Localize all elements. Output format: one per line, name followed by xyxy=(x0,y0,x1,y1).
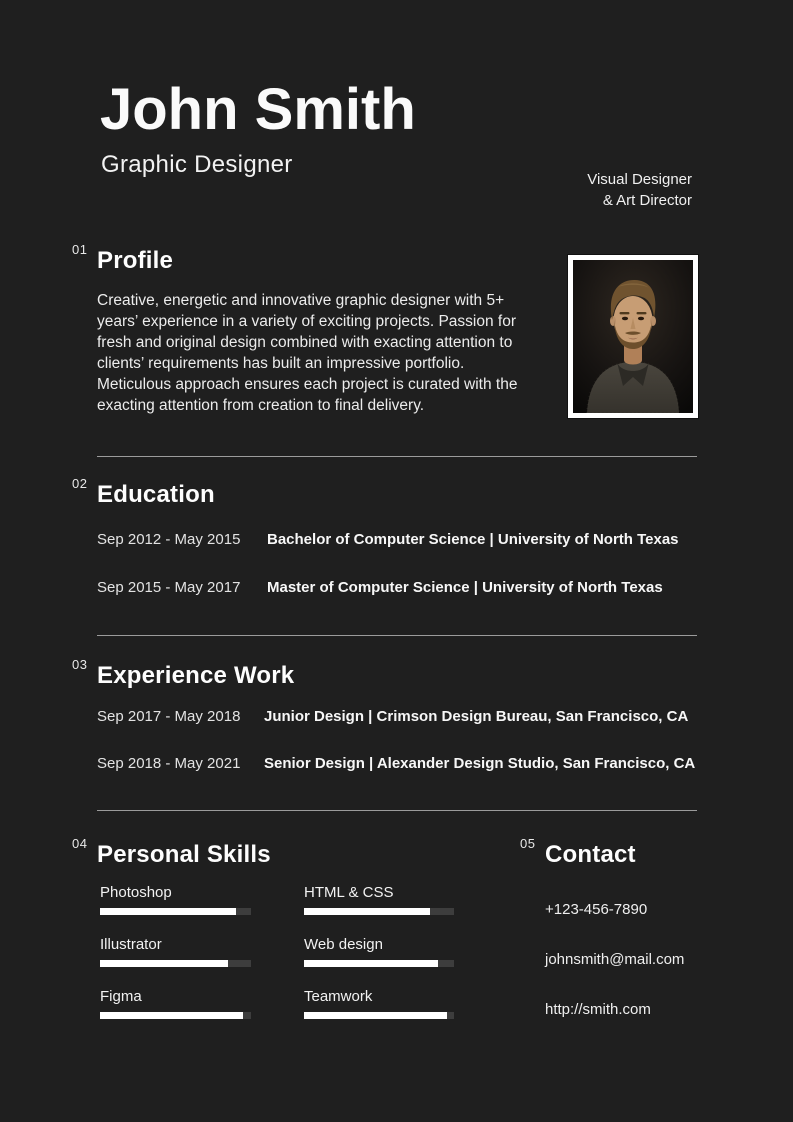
job-role-subtitle: Graphic Designer xyxy=(101,151,293,178)
profile-section-heading xyxy=(72,242,174,275)
section-number: 04 xyxy=(72,836,88,851)
skill-item xyxy=(304,936,454,967)
skill-label: Teamwork xyxy=(304,988,373,1005)
contact-section-heading xyxy=(520,836,636,869)
contact-email: johnsmith@mail.com xyxy=(545,951,685,968)
skill-item xyxy=(100,988,251,1019)
education-date: Sep 2015 - May 2017 xyxy=(97,579,241,596)
skill-label: Figma xyxy=(100,988,142,1005)
skill-item xyxy=(100,936,251,967)
tagline-line-2: & Art Director xyxy=(602,192,692,209)
skill-bar-fill xyxy=(100,1012,243,1019)
divider xyxy=(97,810,697,811)
skill-bar-track xyxy=(304,908,454,915)
skill-bar-fill xyxy=(304,960,438,967)
skill-bar-track xyxy=(100,960,251,967)
contact-list xyxy=(545,901,684,1051)
tagline xyxy=(587,169,692,211)
experience-section-heading xyxy=(72,657,295,690)
section-title: Experience Work xyxy=(97,662,295,689)
education-section-heading xyxy=(72,476,215,509)
skill-item xyxy=(304,884,454,915)
skill-bar-fill xyxy=(100,908,236,915)
skill-label: HTML & CSS xyxy=(304,884,394,901)
section-title: Contact xyxy=(545,841,636,868)
portrait-illustration xyxy=(573,260,693,413)
experience-date: Sep 2018 - May 2021 xyxy=(97,755,241,772)
divider xyxy=(97,456,697,457)
section-title: Profile xyxy=(97,247,174,274)
contact-phone: +123-456-7890 xyxy=(545,901,648,918)
skills-column-left xyxy=(100,884,251,1040)
skill-bar-track xyxy=(304,1012,454,1019)
profile-photo xyxy=(568,255,698,418)
skill-bar-fill xyxy=(304,908,430,915)
section-number: 01 xyxy=(72,242,88,257)
profile-summary-text: Creative, energetic and innovative graphic designer with 5+ years’ experience in a variety of exciting projects. Passion for fresh and original design combined with exacting attention to clients’ requirements has built an impressive portfolio. Meticulous approach ensures each project is curated with the exacting attention from creation to final delivery. xyxy=(97,292,518,414)
education-date: Sep 2012 - May 2015 xyxy=(97,531,241,548)
section-title: Personal Skills xyxy=(97,841,271,868)
experience-date: Sep 2017 - May 2018 xyxy=(97,708,241,725)
skill-bar-track xyxy=(100,908,251,915)
skill-label: Web design xyxy=(304,936,383,953)
divider xyxy=(97,635,697,636)
page-title: John Smith xyxy=(100,77,416,142)
skill-bar-fill xyxy=(100,960,228,967)
skills-section-heading xyxy=(72,836,271,869)
tagline-line-1: Visual Designer xyxy=(587,171,692,188)
experience-description: Junior Design | Crimson Design Bureau, San Francisco, CA xyxy=(264,708,689,725)
section-number: 02 xyxy=(72,476,88,491)
section-title: Education xyxy=(97,481,215,508)
education-description: Bachelor of Computer Science | University of North Texas xyxy=(267,531,679,548)
experience-description: Senior Design | Alexander Design Studio, San Francisco, CA xyxy=(264,755,696,772)
skill-bar-track xyxy=(100,1012,251,1019)
skill-label: Photoshop xyxy=(100,884,172,901)
skill-bar-fill xyxy=(304,1012,447,1019)
contact-website: http://smith.com xyxy=(545,1001,651,1018)
section-number: 03 xyxy=(72,657,88,672)
skill-label: Illustrator xyxy=(100,936,162,953)
skill-item xyxy=(100,884,251,915)
education-description: Master of Computer Science | University of North Texas xyxy=(267,579,663,596)
skills-column-right xyxy=(304,884,454,1040)
section-number: 05 xyxy=(520,836,536,851)
skill-item xyxy=(304,988,454,1019)
skill-bar-track xyxy=(304,960,454,967)
